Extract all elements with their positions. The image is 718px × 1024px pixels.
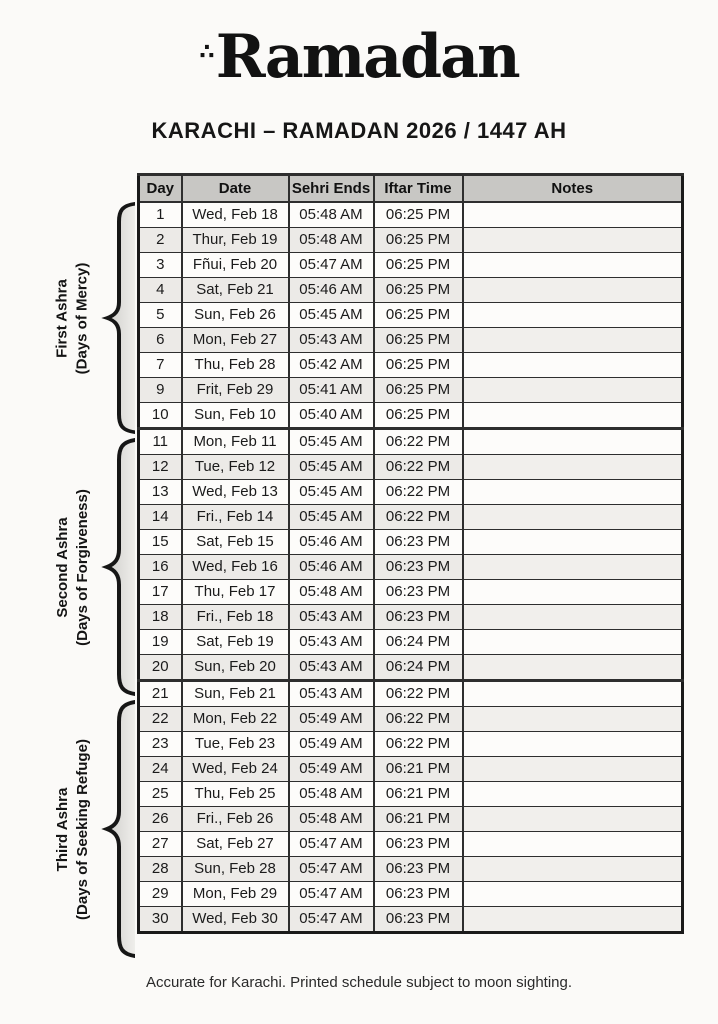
notes-cell xyxy=(463,303,683,328)
first-ashra-bracket xyxy=(0,200,137,436)
notes-cell xyxy=(463,681,683,707)
table-row xyxy=(139,253,683,278)
iftar-cell: 06:23 PM xyxy=(374,907,463,933)
table-row xyxy=(139,555,683,580)
iftar-cell: 06:25 PM xyxy=(374,228,463,253)
notes-cell xyxy=(463,328,683,353)
notes-cell xyxy=(463,732,683,757)
table-row xyxy=(139,228,683,253)
notes-cell xyxy=(463,907,683,933)
curly-brace-icon xyxy=(101,202,135,434)
date-cell: Wed, Feb 18 xyxy=(182,202,289,228)
col-header-notes: Notes xyxy=(463,175,683,203)
sehri-cell: 05:45 AM xyxy=(289,455,374,480)
second-ashra-label xyxy=(40,436,104,698)
table-row xyxy=(139,732,683,757)
table-row xyxy=(139,505,683,530)
day-cell: 13 xyxy=(139,480,182,505)
table-row xyxy=(139,303,683,328)
iftar-cell: 06:21 PM xyxy=(374,807,463,832)
sehri-cell: 05:45 AM xyxy=(289,303,374,328)
date-cell: Sun, Feb 28 xyxy=(182,857,289,882)
iftar-cell: 06:22 PM xyxy=(374,732,463,757)
iftar-cell: 06:22 PM xyxy=(374,455,463,480)
day-cell: 7 xyxy=(139,353,182,378)
notes-cell xyxy=(463,832,683,857)
day-cell: 20 xyxy=(139,655,182,681)
table-row xyxy=(139,480,683,505)
date-cell: Fri., Feb 14 xyxy=(182,505,289,530)
third-ashra-label xyxy=(40,698,104,960)
sehri-cell: 05:49 AM xyxy=(289,757,374,782)
day-cell: 5 xyxy=(139,303,182,328)
sehri-cell: 05:40 AM xyxy=(289,403,374,429)
day-cell: 6 xyxy=(139,328,182,353)
date-cell: Thu, Feb 17 xyxy=(182,580,289,605)
notes-cell xyxy=(463,253,683,278)
day-cell: 9 xyxy=(139,378,182,403)
notes-cell xyxy=(463,555,683,580)
sehri-cell: 05:43 AM xyxy=(289,681,374,707)
date-cell: Sat, Feb 21 xyxy=(182,278,289,303)
day-cell: 28 xyxy=(139,857,182,882)
iftar-cell: 06:24 PM xyxy=(374,630,463,655)
table-row xyxy=(139,455,683,480)
iftar-cell: 06:23 PM xyxy=(374,580,463,605)
iftar-cell: 06:22 PM xyxy=(374,429,463,455)
sehri-cell: 05:48 AM xyxy=(289,228,374,253)
date-cell: Fñui, Feb 20 xyxy=(182,253,289,278)
sehri-cell: 05:43 AM xyxy=(289,655,374,681)
sehri-cell: 05:41 AM xyxy=(289,378,374,403)
iftar-cell: 06:23 PM xyxy=(374,605,463,630)
sehri-cell: 05:48 AM xyxy=(289,782,374,807)
sehri-cell: 05:48 AM xyxy=(289,580,374,605)
ashra-name: Second Ashra xyxy=(53,516,71,618)
notes-cell xyxy=(463,580,683,605)
logo-text: Ramadan xyxy=(215,22,519,92)
table-row xyxy=(139,378,683,403)
notes-cell xyxy=(463,202,683,228)
page-title: KARACHI – RAMADAN 2026 / 1447 AH xyxy=(151,118,567,143)
day-cell: 21 xyxy=(139,681,182,707)
date-cell: Mon, Feb 22 xyxy=(182,707,289,732)
table-header-row xyxy=(139,175,683,203)
day-cell: 16 xyxy=(139,555,182,580)
notes-cell xyxy=(463,757,683,782)
table-row xyxy=(139,278,683,303)
table-row xyxy=(139,681,683,707)
day-cell: 18 xyxy=(139,605,182,630)
iftar-cell: 06:21 PM xyxy=(374,782,463,807)
sehri-cell: 05:46 AM xyxy=(289,278,374,303)
ashra-subtitle: (Days of Mercy) xyxy=(73,262,91,374)
day-cell: 23 xyxy=(139,732,182,757)
sehri-cell: 05:47 AM xyxy=(289,857,374,882)
second-ashra-bracket xyxy=(0,436,137,698)
col-header-day: Day xyxy=(139,175,182,203)
day-cell: 19 xyxy=(139,630,182,655)
iftar-cell: 06:25 PM xyxy=(374,253,463,278)
date-cell: Sat, Feb 15 xyxy=(182,530,289,555)
col-header-date: Date xyxy=(182,175,289,203)
sehri-cell: 05:47 AM xyxy=(289,882,374,907)
date-cell: Tue, Feb 23 xyxy=(182,732,289,757)
notes-cell xyxy=(463,530,683,555)
timetable-area xyxy=(0,173,718,973)
ashra-name: Third Ashra xyxy=(53,787,71,871)
date-cell: Mon, Feb 27 xyxy=(182,328,289,353)
day-cell: 11 xyxy=(139,429,182,455)
iftar-cell: 06:25 PM xyxy=(374,202,463,228)
date-cell: Sun, Feb 20 xyxy=(182,655,289,681)
iftar-cell: 06:23 PM xyxy=(374,857,463,882)
date-cell: Frit, Feb 29 xyxy=(182,378,289,403)
notes-cell xyxy=(463,882,683,907)
day-cell: 3 xyxy=(139,253,182,278)
notes-cell xyxy=(463,455,683,480)
day-cell: 24 xyxy=(139,757,182,782)
notes-cell xyxy=(463,429,683,455)
iftar-cell: 06:25 PM xyxy=(374,378,463,403)
table-row xyxy=(139,353,683,378)
day-cell: 30 xyxy=(139,907,182,933)
sehri-cell: 05:42 AM xyxy=(289,353,374,378)
iftar-cell: 06:24 PM xyxy=(374,655,463,681)
first-ashra-label xyxy=(40,200,104,436)
iftar-cell: 06:25 PM xyxy=(374,328,463,353)
day-cell: 27 xyxy=(139,832,182,857)
sehri-cell: 05:43 AM xyxy=(289,605,374,630)
table-row xyxy=(139,580,683,605)
sehri-cell: 05:45 AM xyxy=(289,480,374,505)
table-row xyxy=(139,782,683,807)
iftar-cell: 06:23 PM xyxy=(374,555,463,580)
ramadan-timetable xyxy=(137,173,684,934)
notes-cell xyxy=(463,707,683,732)
sehri-cell: 05:43 AM xyxy=(289,328,374,353)
notes-cell xyxy=(463,505,683,530)
notes-cell xyxy=(463,480,683,505)
sehri-cell: 05:48 AM xyxy=(289,202,374,228)
col-header-iftar: Iftar Time xyxy=(374,175,463,203)
ashra-subtitle: (Days of Forgiveness) xyxy=(73,488,90,646)
notes-cell xyxy=(463,403,683,429)
sehri-cell: 05:48 AM xyxy=(289,807,374,832)
day-cell: 26 xyxy=(139,807,182,832)
iftar-cell: 06:22 PM xyxy=(374,505,463,530)
table-row xyxy=(139,429,683,455)
date-cell: Sat, Feb 19 xyxy=(182,630,289,655)
date-cell: Wed, Feb 24 xyxy=(182,757,289,782)
day-cell: 14 xyxy=(139,505,182,530)
day-cell: 10 xyxy=(139,403,182,429)
date-cell: Sun, Feb 10 xyxy=(182,403,289,429)
sehri-cell: 05:47 AM xyxy=(289,253,374,278)
col-header-sehri: Sehri Ends xyxy=(289,175,374,203)
sehri-cell: 05:49 AM xyxy=(289,732,374,757)
date-cell: Mon, Feb 29 xyxy=(182,882,289,907)
day-cell: 2 xyxy=(139,228,182,253)
date-cell: Fri., Feb 26 xyxy=(182,807,289,832)
iftar-cell: 06:22 PM xyxy=(374,681,463,707)
iftar-cell: 06:22 PM xyxy=(374,707,463,732)
date-cell: Wed, Feb 16 xyxy=(182,555,289,580)
table-row xyxy=(139,707,683,732)
footer-note: Accurate for Karachi. Printed schedule subject to moon sighting. xyxy=(145,974,573,991)
notes-cell xyxy=(463,378,683,403)
date-cell: Tue, Feb 12 xyxy=(182,455,289,480)
ashra-subtitle: (Days of Seeking Refuge) xyxy=(73,738,90,920)
date-cell: Thu, Feb 25 xyxy=(182,782,289,807)
iftar-cell: 06:23 PM xyxy=(374,882,463,907)
notes-cell xyxy=(463,228,683,253)
table-row xyxy=(139,655,683,681)
date-cell: Thu, Feb 28 xyxy=(182,353,289,378)
table-row xyxy=(139,605,683,630)
sehri-cell: 05:46 AM xyxy=(289,530,374,555)
iftar-cell: 06:22 PM xyxy=(374,480,463,505)
third-ashra-bracket xyxy=(0,698,137,960)
iftar-cell: 06:25 PM xyxy=(374,403,463,429)
sehri-cell: 05:45 AM xyxy=(289,505,374,530)
table-row xyxy=(139,882,683,907)
sehri-cell: 05:47 AM xyxy=(289,832,374,857)
day-cell: 22 xyxy=(139,707,182,732)
table-row xyxy=(139,328,683,353)
iftar-cell: 06:25 PM xyxy=(374,303,463,328)
date-cell: Wed, Feb 30 xyxy=(182,907,289,933)
notes-cell xyxy=(463,655,683,681)
sehri-cell: 05:43 AM xyxy=(289,630,374,655)
day-cell: 29 xyxy=(139,882,182,907)
date-cell: Sat, Feb 27 xyxy=(182,832,289,857)
table-row xyxy=(139,530,683,555)
table-row xyxy=(139,403,683,429)
table-row xyxy=(139,857,683,882)
day-cell: 25 xyxy=(139,782,182,807)
iftar-cell: 06:25 PM xyxy=(374,353,463,378)
day-cell: 1 xyxy=(139,202,182,228)
date-cell: Thur, Feb 19 xyxy=(182,228,289,253)
notes-cell xyxy=(463,630,683,655)
day-cell: 12 xyxy=(139,455,182,480)
ramadan-logo xyxy=(0,24,718,90)
notes-cell xyxy=(463,782,683,807)
curly-brace-icon xyxy=(101,700,135,958)
date-cell: Mon, Feb 11 xyxy=(182,429,289,455)
iftar-cell: 06:23 PM xyxy=(374,832,463,857)
table-row xyxy=(139,832,683,857)
sehri-cell: 05:45 AM xyxy=(289,429,374,455)
table-row xyxy=(139,757,683,782)
iftar-cell: 06:23 PM xyxy=(374,530,463,555)
table-row xyxy=(139,807,683,832)
date-cell: Wed, Feb 13 xyxy=(182,480,289,505)
iftar-cell: 06:25 PM xyxy=(374,278,463,303)
ashra-name: First Ashra xyxy=(53,278,71,358)
calligraphy-dots-icon: ∴ xyxy=(199,40,215,65)
day-cell: 17 xyxy=(139,580,182,605)
iftar-cell: 06:21 PM xyxy=(374,757,463,782)
day-cell: 4 xyxy=(139,278,182,303)
sehri-cell: 05:49 AM xyxy=(289,707,374,732)
curly-brace-icon xyxy=(101,438,135,696)
sehri-cell: 05:46 AM xyxy=(289,555,374,580)
table-row xyxy=(139,202,683,228)
notes-cell xyxy=(463,278,683,303)
notes-cell xyxy=(463,353,683,378)
sehri-cell: 05:47 AM xyxy=(289,907,374,933)
date-cell: Sun, Feb 21 xyxy=(182,681,289,707)
date-cell: Fri., Feb 18 xyxy=(182,605,289,630)
table-row xyxy=(139,907,683,933)
day-cell: 15 xyxy=(139,530,182,555)
table-row xyxy=(139,630,683,655)
date-cell: Sun, Feb 26 xyxy=(182,303,289,328)
notes-cell xyxy=(463,857,683,882)
notes-cell xyxy=(463,605,683,630)
notes-cell xyxy=(463,807,683,832)
